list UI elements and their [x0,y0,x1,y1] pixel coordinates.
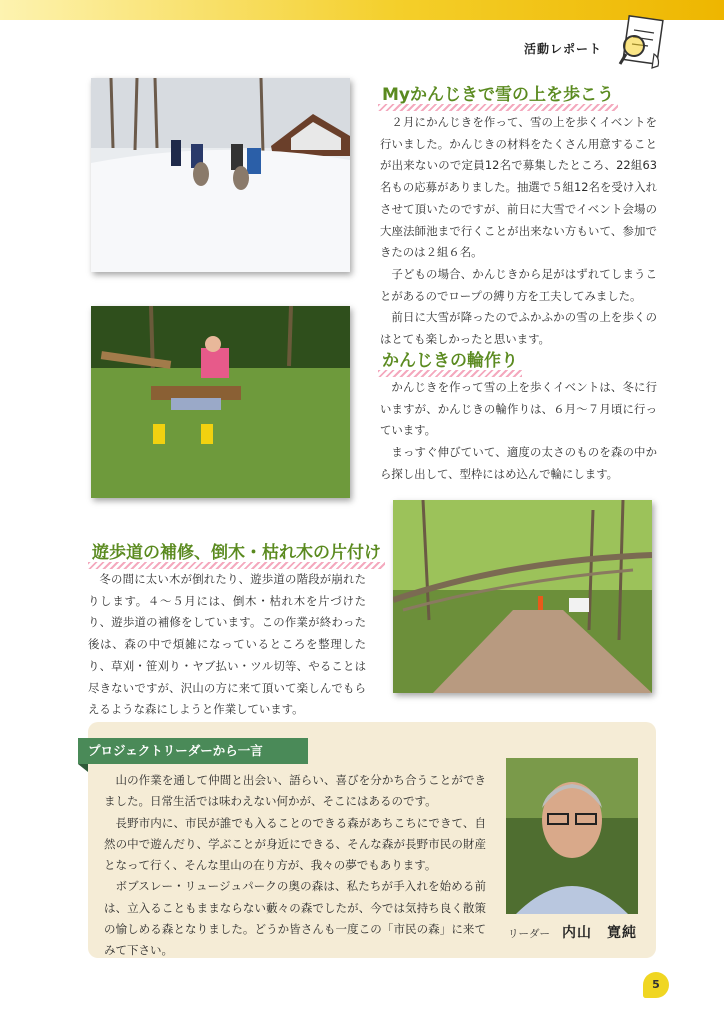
leader-name-label: 内山 寛純 [562,925,637,941]
paragraph: ２月にかんじきを作って、雪の上を歩くイベントを行いました。かんじきの材料をたくさん用意することが出来ないので定員12名で募集したところ、22組63名もの応募がありました。抽選で５組12名を受け入れさせて頂いたのですが、前日に大雪でイベント会場の大座法師池まで行くことが出来ない方もいて、参加できたのは２組６名。 [380,115,657,260]
paragraph: 子どもの場合、かんじきから足がはずれてしまうことがあるのでロープの縛り方を工夫してみました。 [380,266,657,303]
paragraph: 前日に大雪が降ったのでふかふかの雪の上を歩くのはとても楽しかったと思います。 [380,310,657,347]
paragraph: かんじきを作って雪の上を歩くイベントは、冬に行いますが、かんじきの輪作りは、６月〜７月頃に行っています。 [380,380,657,438]
leader-message-title: プロジェクトリーダーから一言 [78,738,308,764]
page-number: 5 [643,972,669,998]
ring-making-photo [91,306,350,498]
leader-portrait-photo [506,758,638,914]
section-body-ring-making [380,377,657,486]
paragraph: 山の作業を通して仲間と出会い、語らい、喜びを分かち合うことができました。日常生活では味わえない何かが、そこにはあるのです。 [104,773,486,809]
section-body-trail-repair [88,569,366,721]
fallen-tree-photo [393,500,652,693]
document-magnifier-icon [612,14,672,76]
paragraph: 長野市内に、市民が誰でも入ることのできる森があちこちにできて、自然の中で遊んだり、学ぶことが身近にできる、そんな森が長野市民の財産となって行く、そんな里山の在り方が、我々の夢でもあります。 [104,815,486,873]
section-title-trail-repair: 遊歩道の補修、倒木・枯れ木の片付け [88,538,385,569]
section-body-snow-walk [380,112,657,351]
section-title-ring-making: かんじきの輪作り [378,346,522,377]
section-title-snow-walk: Myかんじきで雪の上を歩こう [378,80,618,111]
tab-fold-decoration [78,764,88,772]
page-category-label: 活動レポート [524,42,603,56]
paragraph: 冬の間に太い木が倒れたり、遊歩道の階段が崩れたりします。４〜５月には、倒木・枯れ木を片づけたり、遊歩道の補修をしています。この作業が終わった後は、森の中で煩雑になっているところを整理したり、草刈・笹刈り・ヤブ払い・ツル切等、やることは尽きないですが、沢山の方に来て頂いて楽しんでもらえるような森にしようと作業しています。 [88,572,366,717]
paragraph: ボブスレー・リュージュパークの奥の森は、私たちが手入れを始める前は、立入ることもままならない藪々の森でしたが、今では気持ち良く散策の愉しめる森となりました。どうか皆さんも一度この「市民の森」に来てみて下さい。 [104,879,486,958]
snow-walk-photo [91,78,350,272]
paragraph: まっすぐ伸びていて、適度の太さのものを森の中から探し出して、型枠にはめ込んで輪にします。 [380,445,657,481]
leader-role-label: リーダー [508,928,550,940]
leader-message-body [104,770,486,962]
